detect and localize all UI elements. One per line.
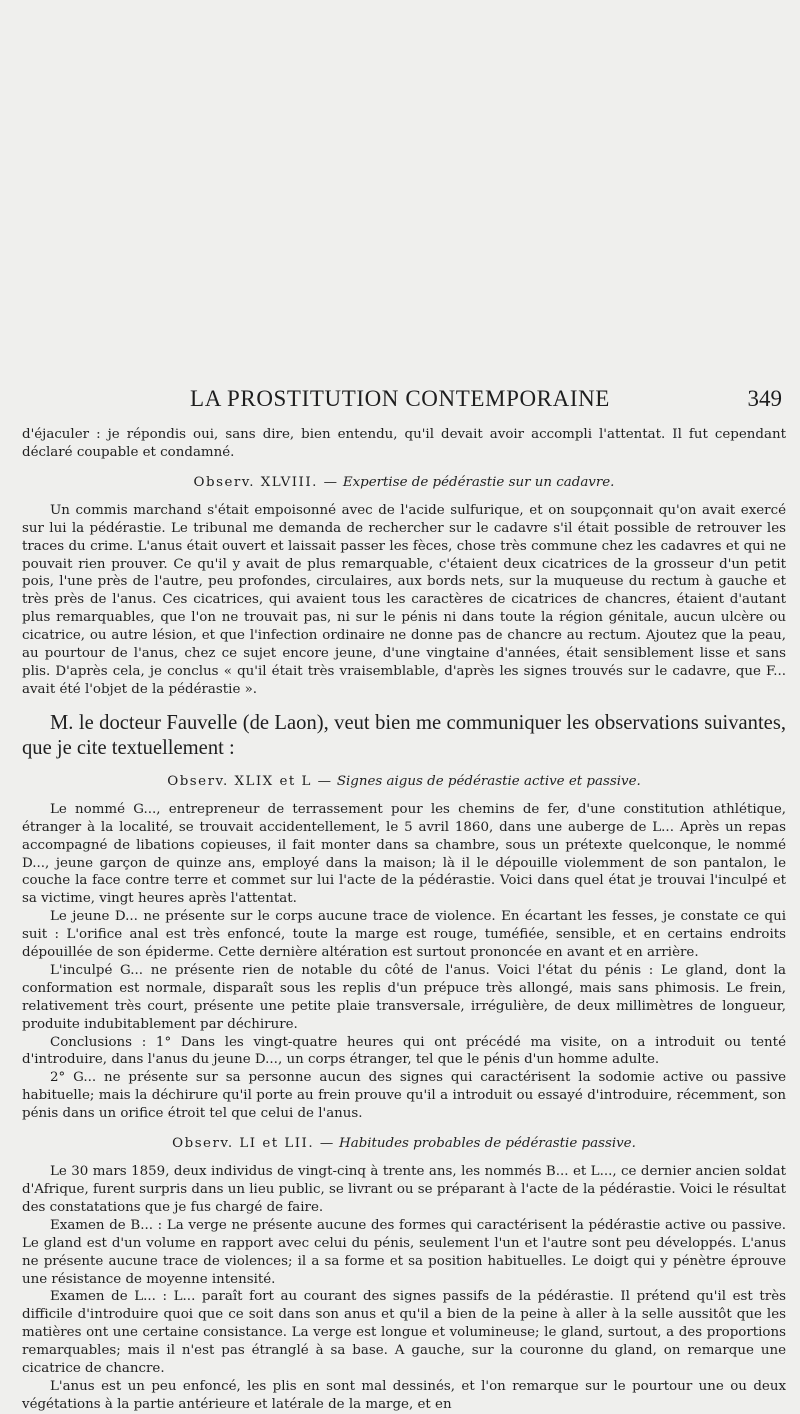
observation-label: Observ. LI et LII. — bbox=[172, 1136, 335, 1152]
paragraph: Examen de L... : L... paraît fort au courant des signes passifs de la pédérastie. Il prétend qu'il est très difficile d'introduire quoi que ce soit dans son anus et qu'il a bien de la peine à aller à la selle aussitôt que les matières ont une certaine consistance. La verge est longue et volumineuse; le gland, surtout, a des proportions remarquables; mais il n'est pas étranglé à sa base. A gauche, sur la couronne du gland, on remarque une cicatrice de chancre. bbox=[22, 1289, 786, 1377]
observation-heading-49 bbox=[22, 773, 786, 791]
observation-label: Observ. XLIX et L — bbox=[167, 773, 333, 789]
running-title: LA PROSTITUTION CONTEMPORAINE bbox=[190, 386, 610, 411]
paragraph-continuation: d'éjaculer : je répondis oui, sans dire, bien entendu, qu'il devait avoir accompli l'attentat. Il fut cependant déclaré coupable et condamné. bbox=[22, 427, 786, 460]
observation-label: Observ. XLVIII. — bbox=[193, 474, 339, 490]
paragraph: Examen de B... : La verge ne présente aucune des formes qui caractérisent la pédérastie active ou passive. Le gland est d'un volume en rapport avec celui du pénis, seulement l'un et l'autre sont peu développés. L'anus ne présente aucune trace de violences; il a sa forme et sa position habituelles. Le doigt qui y pénètre éprouve une résistance de moyenne intensité. bbox=[22, 1217, 786, 1287]
observation-heading-48 bbox=[22, 474, 786, 492]
paragraph: L'anus est un peu enfoncé, les plis en sont mal dessinés, et l'on remarque sur le pourtour une ou deux végétations à la partie antérieure et latérale de la marge, et en bbox=[22, 1378, 786, 1412]
page-header bbox=[0, 386, 800, 416]
paragraph: Le jeune D... ne présente sur le corps aucune trace de violence. En écartant les fesses, je constate ce qui suit : L'orifice anal est très enfoncé, toute la marge est rouge, tuméfiée, sensible, et en certains endroits dépouillée de son épiderme. Cette dernière altération est surtout prononcée en avant et en arrière. bbox=[22, 909, 786, 961]
observation-title: Expertise de pédérastie sur un cadavre. bbox=[342, 474, 615, 490]
page-number: 349 bbox=[747, 386, 782, 411]
large-paragraph: M. le docteur Fauvelle (de Laon), veut bien me communiquer les observations suivantes, que je cite textuellement : bbox=[22, 711, 786, 759]
observation-heading-51 bbox=[22, 1135, 786, 1153]
paragraph: Le nommé G..., entrepreneur de terrassement pour les chemins de fer, d'une constitution athlétique, étranger à la localité, se trouvait accidentellement, le 5 avril 1860, dans une auberge de L... Après un repas accompagné de libations copieuses, il fait monter dans sa chambre, sous un prétexte quelconque, le nommé D..., jeune garçon de quinze ans, employé dans la maison; là il le dépouille violemment de son pantalon, le couche la face contre terre et commet sur lui l'acte de la pédérastie. Voici dans quel état je trouvai l'inculpé et sa victime, vingt heures après l'attentat. bbox=[22, 801, 786, 907]
observation-title: Habitudes probables de pédérastie passive. bbox=[339, 1136, 636, 1152]
observation-title: Signes aigus de pédérastie active et passive. bbox=[336, 773, 641, 789]
page-body bbox=[22, 426, 786, 1414]
paragraph: Conclusions : 1° Dans les vingt-quatre heures qui ont précédé ma visite, on a introduit ou tenté d'introduire, dans l'anus du jeune D..., un corps étranger, tel que le pénis d'un homme adulte. bbox=[22, 1034, 786, 1068]
paragraph: 2° G... ne présente sur sa personne aucun des signes qui caractérisent la sodomie active ou passive habituelle; mais la déchirure qu'il porte au frein prouve qu'il a introduit ou essayé d'introduire, récemment, son pénis dans un orifice étroit tel que celui de l'anus. bbox=[22, 1070, 786, 1122]
paragraph: Le 30 mars 1859, deux individus de vingt-cinq à trente ans, les nommés B... et L..., ce dernier ancien soldat d'Afrique, furent surpris dans un lieu public, se livrant ou se préparant à l'acte de la pédérastie. Voici le résultat des constatations que je fus chargé de faire. bbox=[22, 1164, 786, 1215]
paragraph: Un commis marchand s'était empoisonné avec de l'acide sulfurique, et on soupçonnait qu'on avait exercé sur lui la pédérastie. Le tribunal me demanda de rechercher sur le cadavre s'il était possible de retrouver les traces du crime. L'anus était ouvert et laissait passer les fèces, chose très commune chez les cadavres et qui ne pouvait rien prouver. Ce qu'il y avait de plus remarquable, c'étaient deux cicatrices de la grosseur d'un petit pois, l'une près de l'autre, peu profondes, circulaires, aux bords nets, sur la muqueuse du rectum à gauche et très près de l'anus. Ces cicatrices, qui avaient tous les caractères de cicatrices de chancres, étaient d'autant plus remarquables, que l'on ne trouvait pas, ni sur le pénis ni dans toute la région génitale, aucun ulcère ou cicatrice, ou autre lésion, et que l'infection ordinaire ne donne pas de chancre au rectum. Ajoutez que la peau, au pourtour de l'anus, chez ce sujet encore jeune, d'une vingtaine d'années, était sensiblement lisse et sans plis. D'après cela, je conclus « qu'il était très vraisemblable, d'après les signes trouvés sur le cadavre, que F... avait été l'objet de la pédérastie ». bbox=[22, 502, 786, 697]
paragraph: L'inculpé G... ne présente rien de notable du côté de l'anus. Voici l'état du pénis : Le gland, dont la conformation est normale, disparaît sous les replis d'un prépuce très allongé, mais sans phimosis. Le frein, relativement très court, présente une petite plaie transversale, irrégulière, de deux millimètres de longueur, produite indubitablement par déchirure. bbox=[22, 962, 786, 1032]
